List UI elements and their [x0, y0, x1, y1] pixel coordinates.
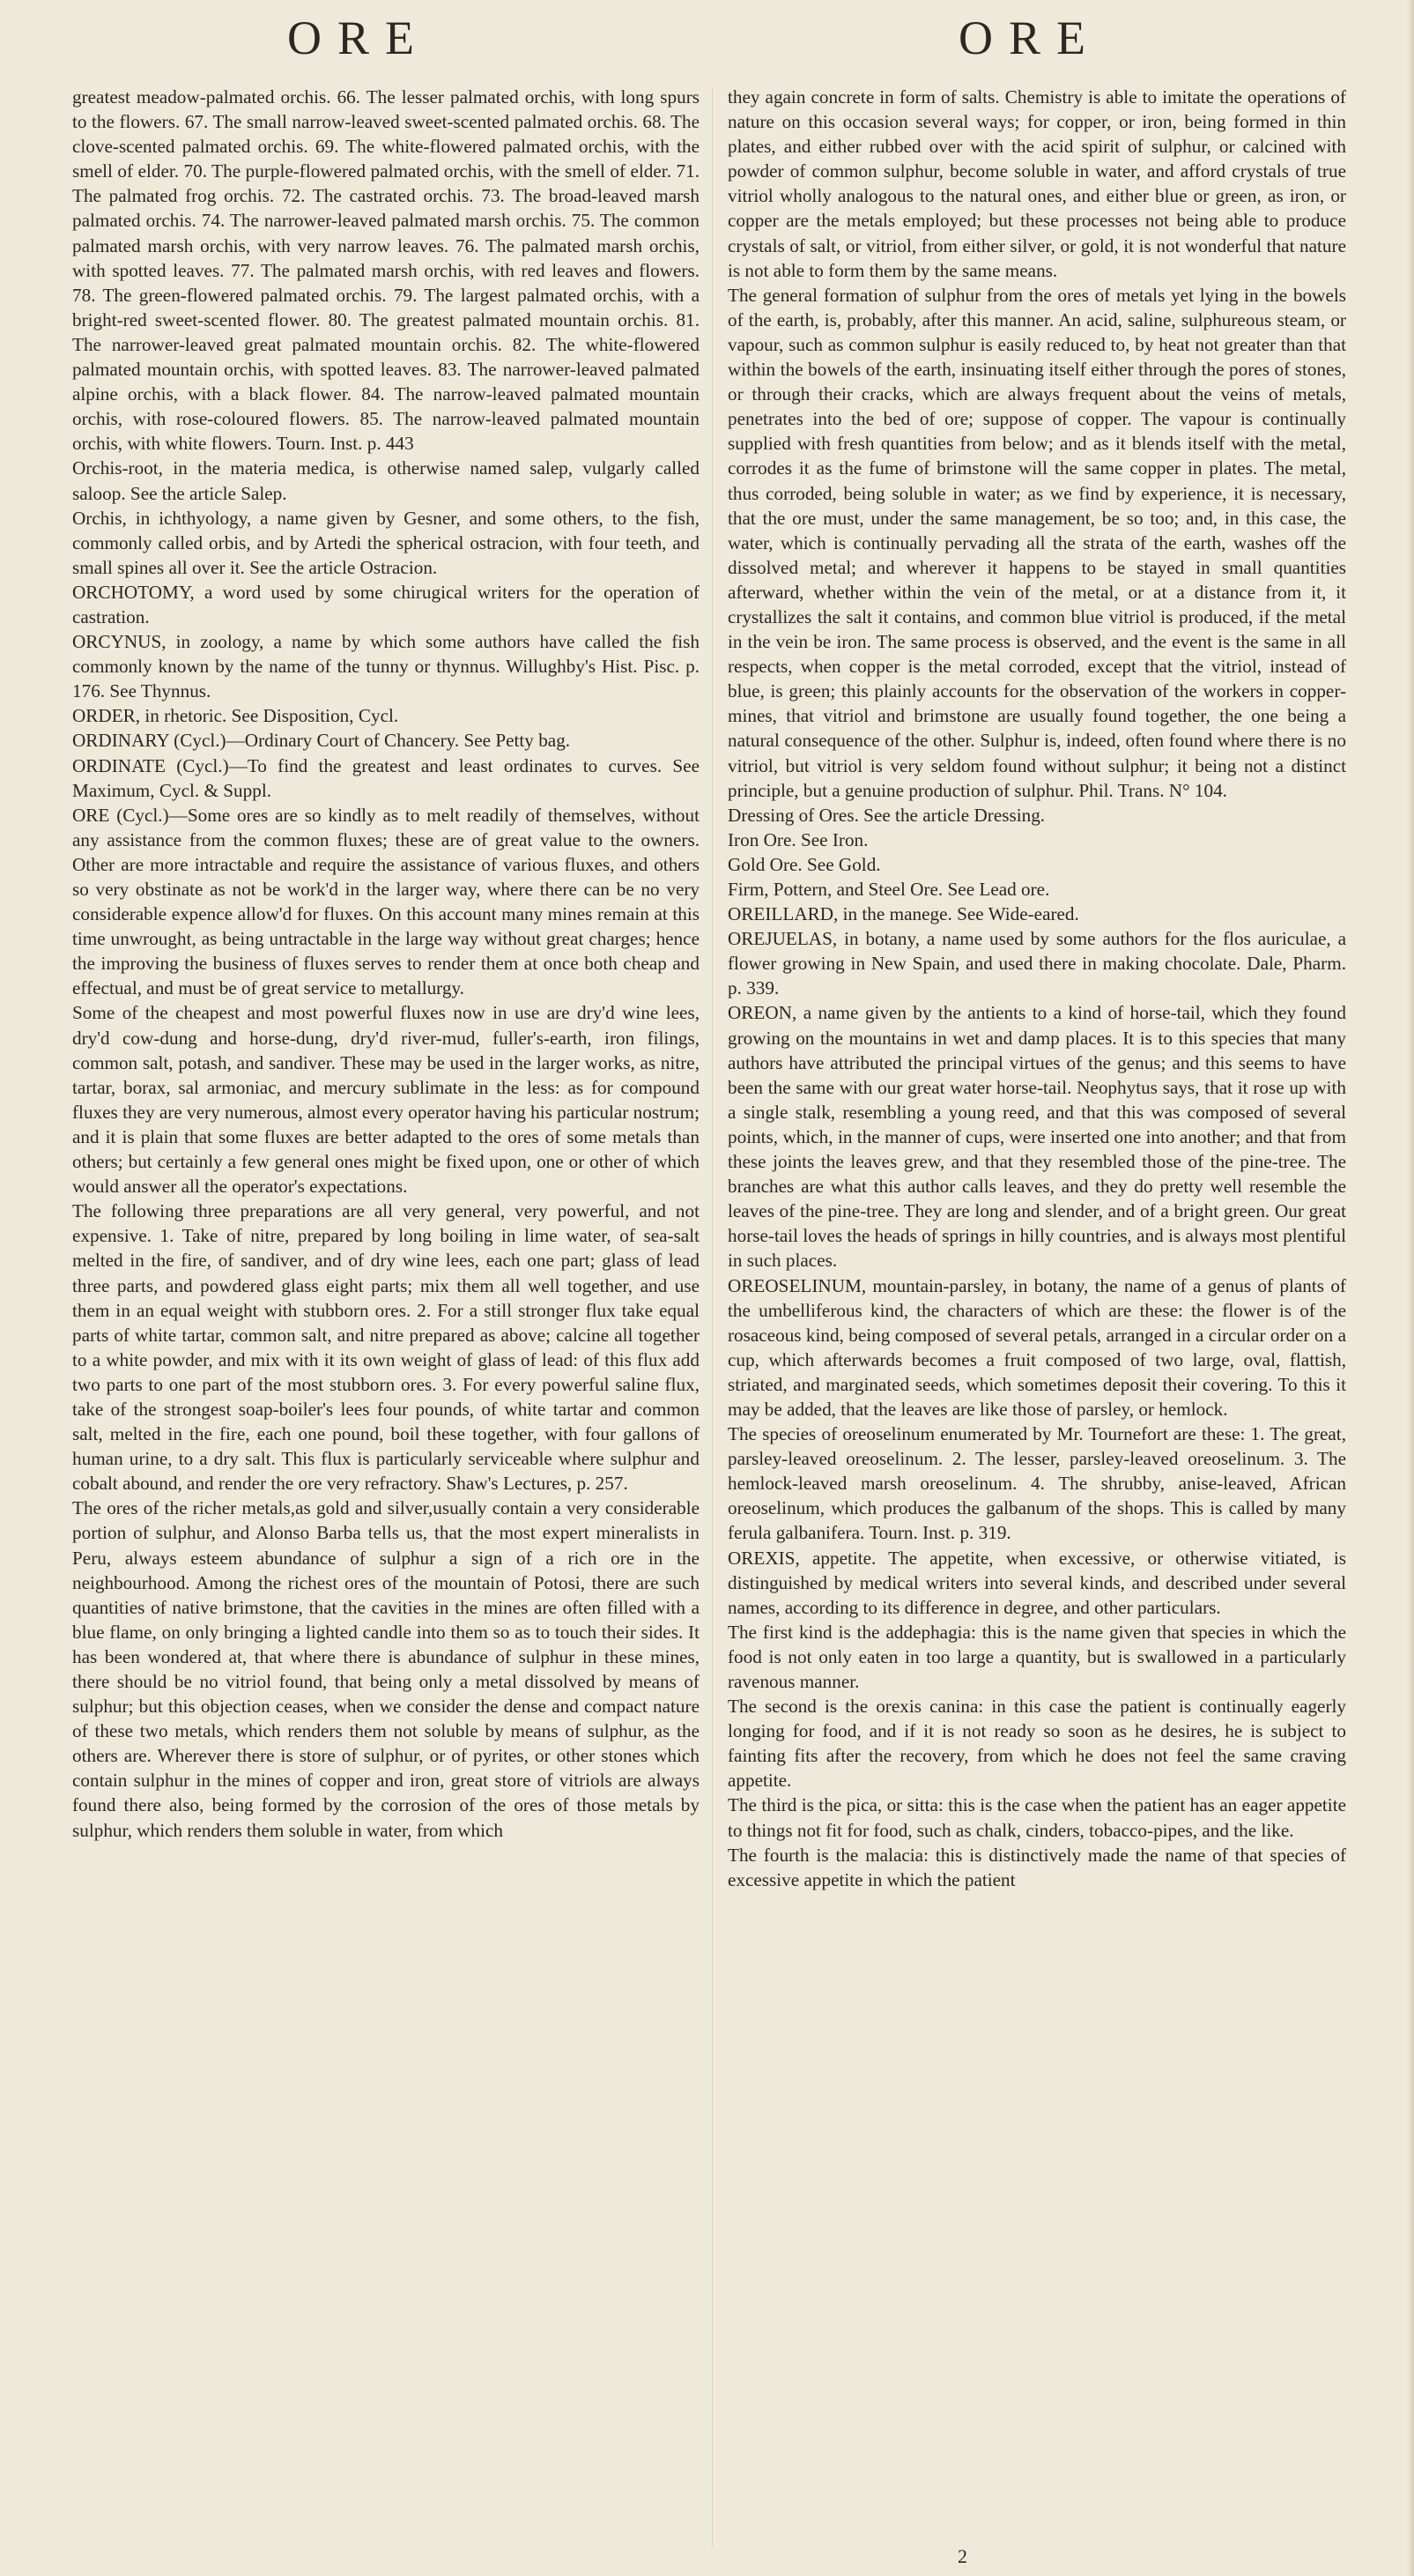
dictionary-entry: Gold Ore. See Gold. [728, 853, 881, 875]
dictionary-entry: OREXIS, appetite. The appetite, when excessive, or otherwise vitiated, is distinguished by medical writers into several kinds, and described under several names, according to its difference in degree, and other particulars. [728, 1547, 1346, 1618]
entry-paragraph: The first kind is the addephagia: this is the name given that species in which the food is not only eaten in too large a quantity, but is swallowed in a particularly ravenous manner. [728, 1621, 1346, 1692]
entry-paragraph: The ores of the richer metals,as gold and silver,usually contain a very considerable portion of sulphur, and Alonso Barba tells us, that the most expert mineralists in Peru, always esteem abundance of sulphur a sign of a rich ore in the neighbourhood. Among the richest ores of the mountain of Potosi, there are such quantities of native brimstone, that the cavities in the mines are often filled with a blue flame, on only bringing a lighted candle into them so as to touch their sides. It has been wondered at, that where there is abundance of sulphur in these mines, there should be no vitriol found, that being only a metal dissolved by means of sulphur; but this objection ceases, when we consider the dense and compact nature of these two metals, which renders them not soluble by means of sulphur, as the others are. Wherever there is store of sulphur, or of pyrites, or other stones which contain sulphur in the mines of copper and iron, great store of vitriols are always found there also, being formed by the corrosion of the ores of those metals by sulphur, which renders them soluble in water, from which [72, 1497, 700, 1841]
entry-paragraph: The third is the pica, or sitta: this is the case when the patient has an eager appetite to things not fit for food, such as chalk, cinders, tobacco-pipes, and the like. [728, 1794, 1346, 1841]
dictionary-entry: ORDER, in rhetoric. See Disposition, Cycl. [72, 705, 399, 727]
page-edge [1407, 0, 1414, 2576]
dictionary-entry: OREJUELAS, in botany, a name used by some authors for the flos auriculae, a flower growing in New Spain, and used there in making chocolate. Dale, Pharm. p. 339. [728, 928, 1346, 999]
dictionary-entry: OREOSELINUM, mountain-parsley, in botany, the name of a genus of plants of the umbelliferous kind, the characters of which are these: the flower is of the rosaceous kind, being composed of several petals, arranged in a circular order on a cup, which afterwards becomes a fruit composed of two large, oval, flattish, striated, and marginated seeds, which sometimes deposit their covering. To this it may be added, that the leaves are like those of parsley, or hemlock. [728, 1274, 1346, 1420]
entry-paragraph: The fourth is the malacia: this is distinctively made the name of that species of excessive appetite in which the patient [728, 1844, 1346, 1890]
dictionary-entry: OREON, a name given by the antients to a kind of horse-tail, which they found growing on the mountains in wet and damp places. It is to this species that many authors have attributed the principal virtues of the genus; and this seems to have been the same with our great water horse-tail. Neophytus says, that it rose up with a single stalk, resembling a young reed, and that this was composed of several points, which, in the manner of cups, were inserted one into another; and that from these joints the leaves grew, and that they resembled those of the pine-tree. The branches are what this author calls leaves, and they do pretty well resemble the leaves of the pine-tree. They are long and slender, and of a bright green. Our great horse-tail loves the heads of springs in hilly countries, and is always most plentiful in such places. [728, 1002, 1346, 1272]
dictionary-entry: Firm, Pottern, and Steel Ore. See Lead ore. [728, 879, 1050, 900]
dictionary-entry: ORCHOTOMY, a word used by some chirugical writers for the operation of castration. [72, 581, 700, 627]
signature-mark: 2 [958, 2545, 967, 2567]
entry-paragraph: they again concrete in form of salts. Chemistry is able to imitate the operations of nature on this occasion several ways; for copper, or iron, being formed in thin plates, and either rubbed over with the acid spirit of sulphur, or calcined with powder of common sulphur, become soluble in water, and afford crystals of true vitriol wholly analogous to the natural ones, and either blue or green, as iron, or copper are the metals employed; but these processes not being able to produce crystals of salt, or vitriol, from either silver, or gold, it is not wonderful that nature is not able to form them by the same means. [728, 86, 1346, 281]
entry-paragraph: The species of oreoselinum enumerated by Mr. Tournefort are these: 1. The great, parsley-leaved oreoselinum. 2. The lesser, parsley-leaved oreoselinum. 3. The hemlock-leaved marsh oreoselinum. 4. The shrubby, anise-leaved, African oreoselinum, which produces the galbanum of the shops. This is called by many ferula galbanifera. Tourn. Inst. p. 319. [728, 1423, 1346, 1544]
entry-paragraph: The following three preparations are all very general, very powerful, and not expensive. 1. Take of nitre, prepared by long boiling in lime water, of sea-salt melted in the fire, of sandiver, and of dry wine lees, each one part; glass of lead three parts, and powdered glass eight parts; mix them all well together, and use them in an equal weight with stubborn ores. 2. For a still stronger flux take equal parts of white tartar, common salt, and nitre prepared as above; calcine all together to a white powder, and mix with it its own weight of glass of lead: of this flux add two parts to one part of the most stubborn ores. 3. For every powerful saline flux, take of the strongest soap-boiler's lees four pounds, of white tartar and common salt, melted in the fire, each one pound, boil these together, with four gallons of human urine, to a dry salt. This flux is particularly serviceable where sulphur and cobalt abound, and render the ore very refractory. Shaw's Lectures, p. 257. [72, 1200, 700, 1495]
dictionary-entry: ORE (Cycl.)—Some ores are so kindly as to melt readily of themselves, without any assistance from the common fluxes; these are of great value to the owners. Other are more intractable and require the assistance of various fluxes, and others so very obstinate as not be work'd in the larger way, where there can be no very considerable expence allow'd for fluxes. On this account many mines remain at this time unwrought, as being untractable in the large way without great charges; hence the improving the business of fluxes serves to render them at once both cheap and effectual, and must be of great service to metallurgy. [72, 804, 700, 999]
right-column [728, 85, 1346, 1892]
entry-paragraph: The second is the orexis canina: in this case the patient is continually eagerly longing for food, and if it is not ready so soon as he desires, he is subject to fainting fits after the recovery, from which he does not feel the same craving appetite. [728, 1696, 1346, 1792]
dictionary-entry: Orchis, in ichthyology, a name given by Gesner, and some others, to the fish, commonly called orbis, and by Artedi the spherical ostracion, with four teeth, and small spines all over it. See the article Ostracion. [72, 507, 700, 578]
entry-paragraph: Some of the cheapest and most powerful fluxes now in use are dry'd wine lees, dry'd cow-dung and horse-dung, dry'd river-mud, fuller's-earth, iron filings, common salt, potash, and sandiver. These may be used in the larger works, as nitre, tartar, borax, sal armoniac, and mercury sublimate in the less: as for compound fluxes they are very numerous, almost every operator having his particular nostrum; and it is plain that some fluxes are better adapted to the ores of some metals than others; but certainly a few general ones might be fixed upon, one or other of which would answer all the operator's expectations. [72, 1002, 700, 1198]
running-head-left: ORE [287, 11, 430, 64]
dictionary-entry: ORDINATE (Cycl.)—To find the greatest and least ordinates to curves. See Maximum, Cycl. & Suppl. [72, 754, 700, 801]
left-column [72, 85, 700, 1843]
dictionary-entry: OREILLARD, in the manege. See Wide-eared. [728, 903, 1079, 925]
running-head-right: ORE [959, 11, 1101, 64]
entry-paragraph: The general formation of sulphur from the ores of metals yet lying in the bowels of the earth, is, probably, after this manner. An acid, saline, sulphureous steam, or vapour, such as common sulphur is easily reduced to, by heat not greater than that within the bowels of the earth, insinuating itself either through the pores of stones, or through their cracks, which are always frequent about the veins of metals, penetrates into the bed of ore; suppose of copper. The vapour is continually supplied with fresh quantities from below; and as it blends itself with the metal, corrodes it as the fume of brimstone will the same copper in plates. The metal, thus corroded, being soluble in water; as we find by experience, it is necessary, that the ore must, under the same management, be so too; and, in this case, the water, which is continually pervading all the strata of the earth, washes off the dissolved metal; and wherever it happens to be stayed in small quantities afterward, whether within the vein of the metal, or at a distance from it, it crystallizes the salt it contains, and common blue vitriol is produced, if the metal in the vein be iron. The same process is observed, and the event is the same in all respects, when copper is the metal corroded, except that the vitriol, instead of blue, is green; this plainly accounts for the observation of the workers in copper-mines, that vitriol and brimstone are usually found together, the one being a natural consequence of the other. Sulphur is, indeed, often found where there is no vitriol, but vitriol is very seldom found without sulphur; it being not a distinct principle, but a genuine production of sulphur. Phil. Trans. N° 104. [728, 284, 1346, 801]
dictionary-entry: ORDINARY (Cycl.)—Ordinary Court of Chancery. See Petty bag. [72, 730, 571, 752]
column-gutter [712, 88, 713, 2547]
entry-paragraph: greatest meadow-palmated orchis. 66. The lesser palmated orchis, with long spurs to the flowers. 67. The small narrow-leaved sweet-scented palmated orchis. 68. The clove-scented palmated orchis. 69. The white-flowered palmated orchis, with the smell of elder. 70. The purple-flowered palmated orchis, with the smell of elder. 71. The palmated frog orchis. 72. The castrated orchis. 73. The broad-leaved marsh palmated orchis. 74. The narrower-leaved palmated marsh orchis. 75. The common palmated marsh orchis, with very narrow leaves. 76. The palmated marsh orchis, with spotted leaves. 77. The palmated marsh orchis, with red leaves and flowers. 78. The green-flowered palmated orchis. 79. The largest palmated orchis, with a bright-red sweet-scented flower. 80. The greatest palmated mountain orchis. 81. The narrower-leaved great palmated mountain orchis. 82. The white-flowered palmated mountain orchis, with spotted leaves. 83. The narrower-leaved palmated alpine orchis, with a black flower. 84. The narrow-leaved palmated mountain orchis, with rose-coloured flowers. 85. The narrow-leaved palmated mountain orchis, with white flowers. Tourn. Inst. p. 443 [72, 86, 700, 455]
dictionary-entry: Dressing of Ores. See the article Dressing. [728, 804, 1046, 826]
dictionary-entry: ORCYNUS, in zoology, a name by which some authors have called the fish commonly known by the name of the tunny or thynnus. Willughby's Hist. Pisc. p. 176. See Thynnus. [72, 631, 700, 702]
dictionary-entry: Iron Ore. See Iron. [728, 828, 869, 850]
dictionary-entry: Orchis-root, in the materia medica, is otherwise named salep, vulgarly called saloop. See the article Salep. [72, 457, 700, 504]
